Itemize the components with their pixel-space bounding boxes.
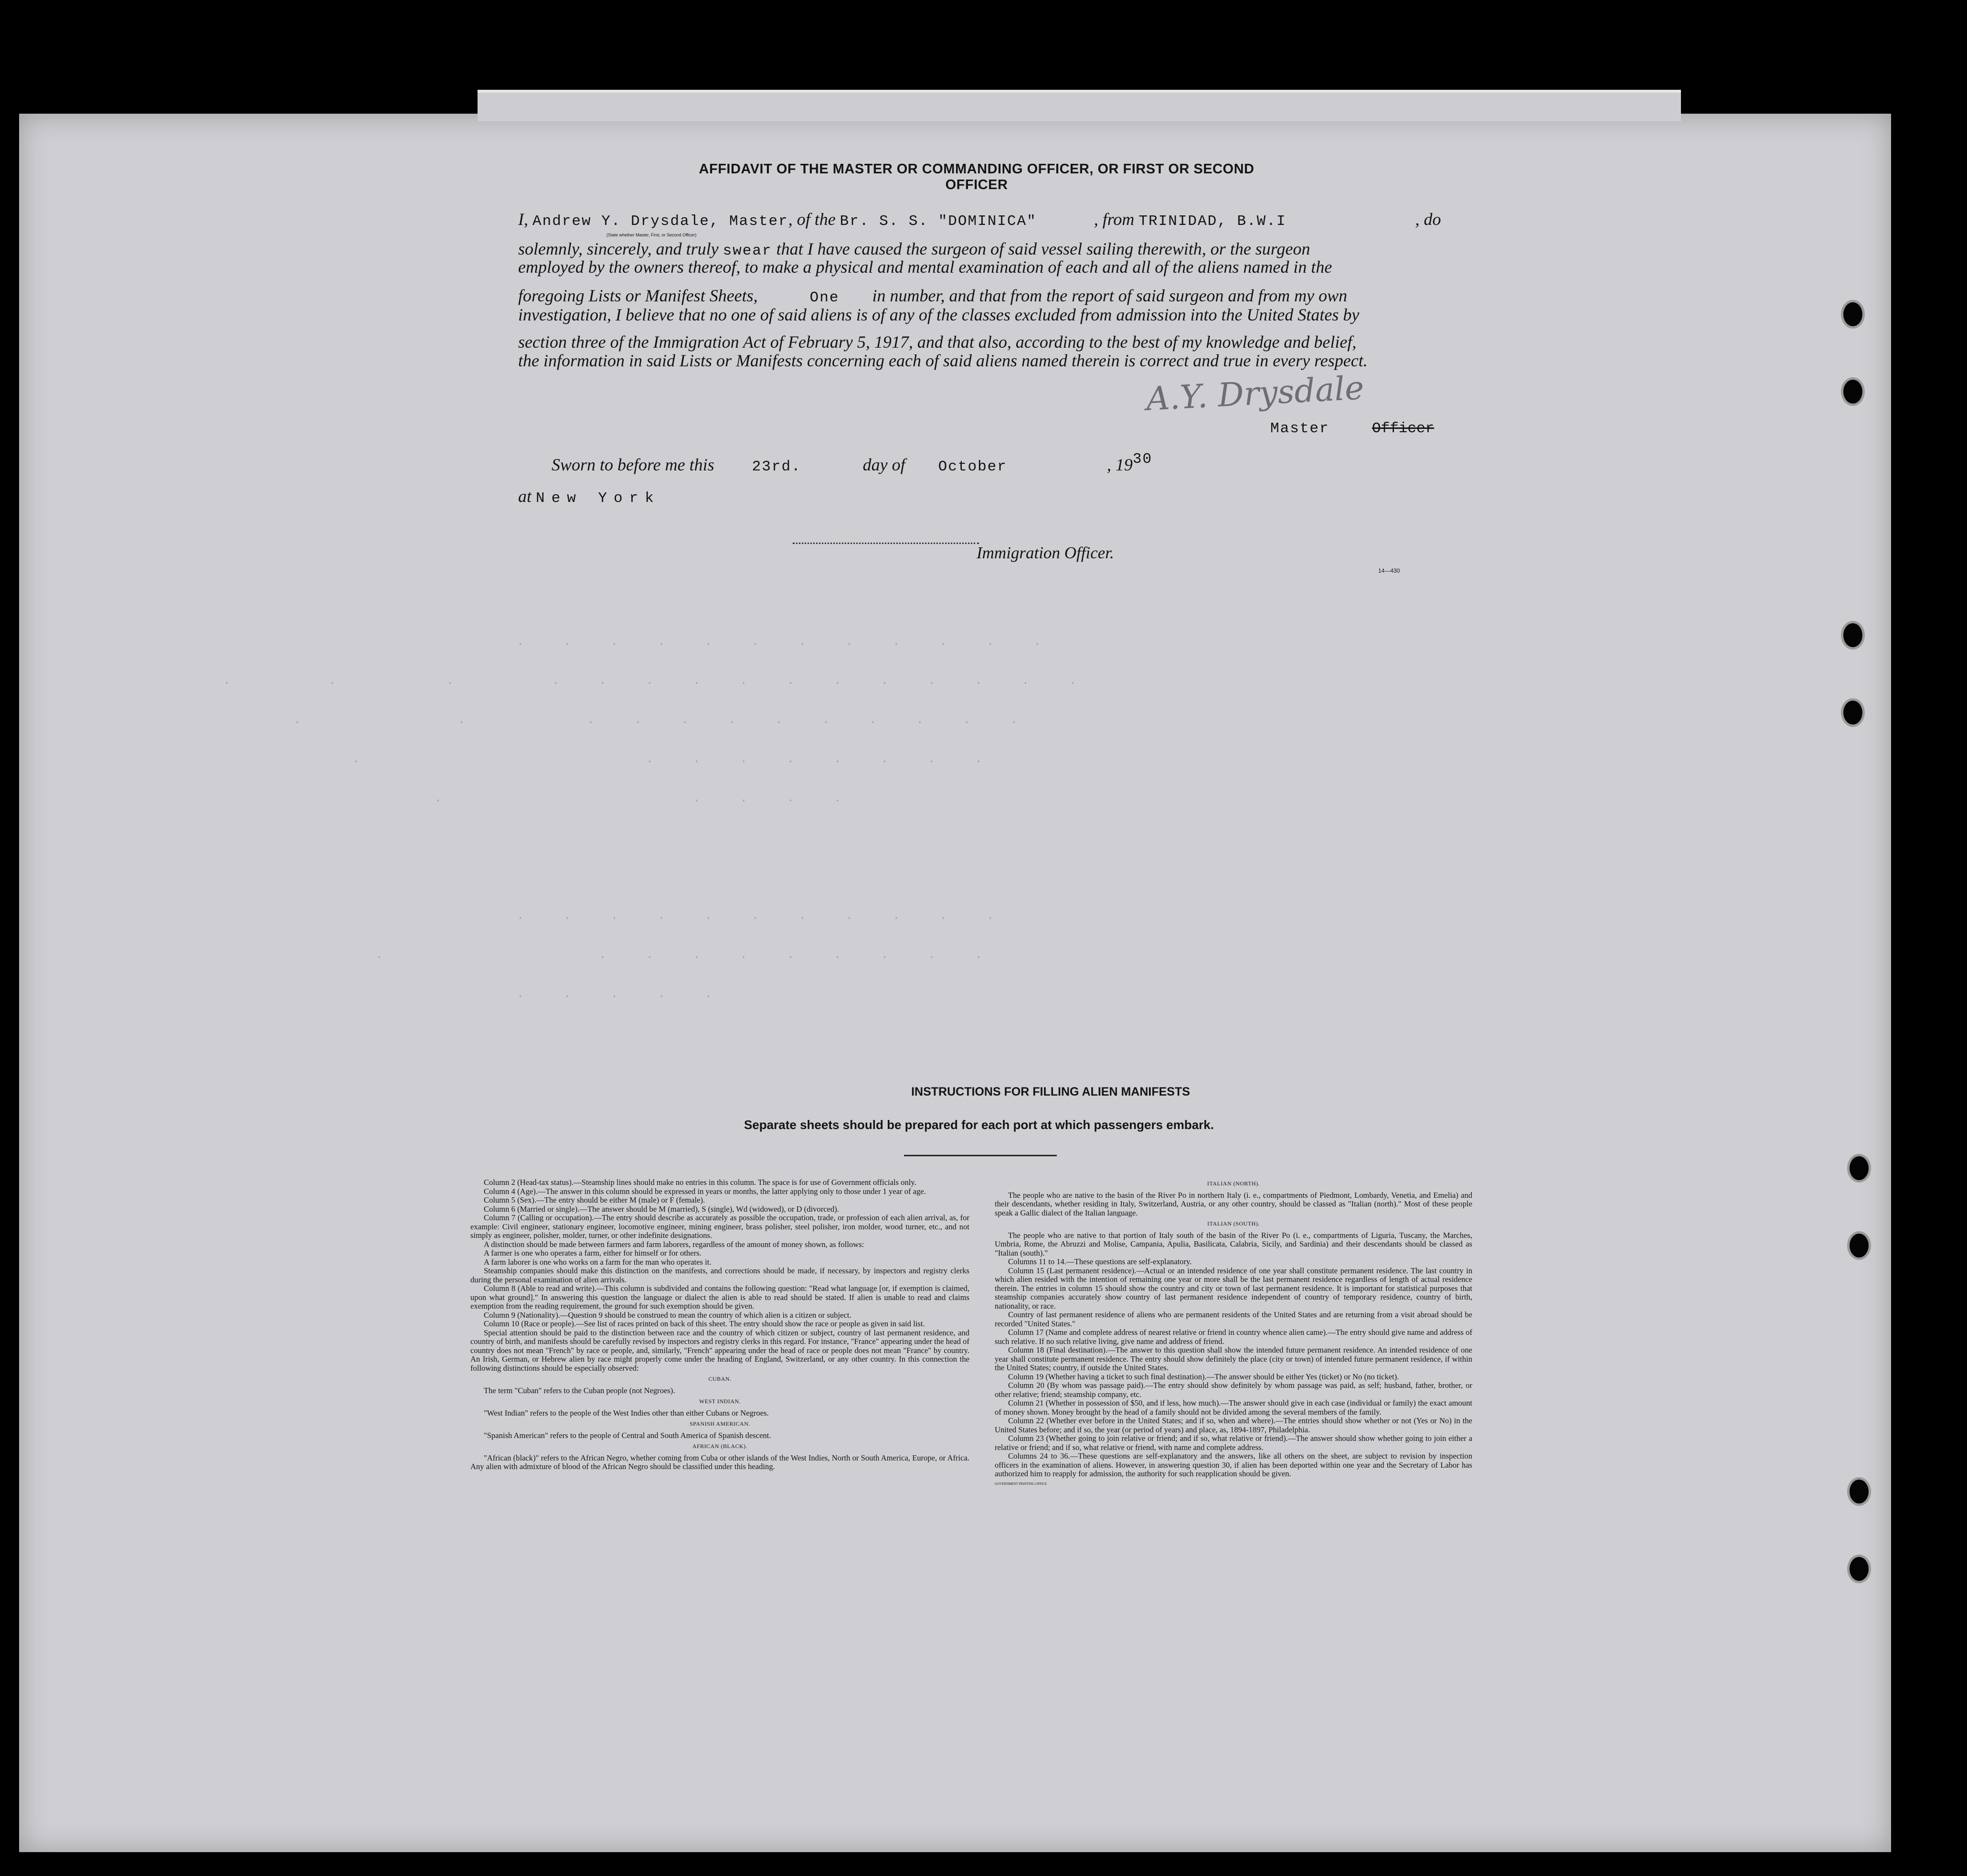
section-heading: WEST INDIAN. [699,1398,741,1405]
struck-officer: Officer [1372,420,1435,437]
sworn-year: 30 [1132,451,1153,468]
affidavit-line-1 [518,209,1441,230]
binder-hole [1847,1555,1871,1583]
paragraph: Column 18 (Final destination).—The answer to this question shall show the intended future permanent residence. An intended residence of one year shall constitute permanent residence. The entry should show definitely the place (city or town) of intended future permanent residence, if within the United States; country, if outside the United States. [995,1345,1472,1372]
text: Sworn to before me this [552,455,719,474]
binder-hole [1847,1231,1871,1260]
immigration-officer-label: Immigration Officer. [977,544,1114,562]
departure-port: TRINIDAD, B.W.I [1138,213,1287,230]
bleed-through-text: . . . . . . . . . . . . . . . . . . . . . . . . . . . . . . . . . . . . . . . . . . . . . . . . . . . . . . . . . . . . . . . . . . . . . . . . . . . . . . . [223,634,1081,1001]
paragraph: Column 19 (Whether having a ticket to such final destination).—The answer should be either Yes (ticket) or No (no ticket). [1008,1372,1399,1381]
text: , do [1415,210,1441,229]
paragraph: Column 8 (Able to read and write).—This column is subdivided and contains the following question: "Read what language [or, if exemption is claimed, upon what ground]." In answering this question the language or dialect the alien is able to read should be stated. If alien is unable to read and claims exemption from the reading requirement, the ground for such exemption should be given. [470,1284,969,1311]
affidavit-line-4 [518,286,1347,306]
paragraph: A farm laborer is one who works on a farm for the man who operates it. [484,1257,712,1267]
form-number: 14—430 [1378,567,1400,574]
paragraph: Country of last permanent residence of aliens who are permanent residents of the United States and are returning from a visit abroad should be recorded "United States." [995,1310,1472,1328]
paragraph: Column 23 (Whether going to join relative or friend; and if so, what relative or friend).—The answer should show whether going to join either a relative or friend; and if so, what relative or friend, with name and complete address. [995,1434,1472,1452]
paragraph: "West Indian" refers to the people of the West Indies other than either Cubans or Negroes. [484,1408,769,1418]
section-heading: SPANISH AMERICAN. [690,1420,750,1427]
paragraph: Column 6 (Married or single).—The answer should be M (married), S (single), Wd (widowed), or D (divorced). [484,1204,839,1214]
immigration-officer-signature-line [793,543,979,544]
paragraph: The term "Cuban" refers to the Cuban people (not Negroes). [484,1386,675,1395]
divider [904,1155,1057,1156]
paragraph: A distinction should be made between farmers and farm laborers, regardless of the amount of money shown, as follows: [484,1239,864,1249]
paragraph: Columns 24 to 36.—These questions are self-explanatory and the answers, like all others on the sheet, are subject to revision by inspection officers in the examination of aliens. However, in answering question 30, if alien has been deported within one year and the Secretary of Labor has authorized him to reapply for admission, the authority for such reapplication should be given. [995,1451,1472,1478]
paragraph: "Spanish American" refers to the people of Central and South America of Spanish descent. [484,1430,771,1440]
paragraph: Column 4 (Age).—The answer in this column should be expressed in years or months, the latter applying only to those under 1 year of age. [484,1186,926,1196]
paragraph: The people who are native to that portion of Italy south of the basin of the River Po (i. e., compartments of Liguria, Tuscany, the Marches, Umbria, Rome, the Abruzzi and Molise, Campania, Apulia, Basilicata, Calabria, Sicily, and Sardinia) and their descendants should be classed as "Italian (south)." [995,1230,1472,1258]
paragraph: "African (black)" refers to the African Negro, whether coming from Cuba or other islands of the West Indies, North or South America, Europe, or Africa. Any alien with admixture of blood of the African Negro should be classified under this heading. [470,1453,969,1471]
paragraph: Column 10 (Race or people).—See list of races printed on back of this sheet. The entry should show the race or people as given in said list. [484,1319,925,1328]
text: , 19 [1102,455,1133,474]
affidavit-line-2 [518,239,1310,259]
paragraph: Column 20 (By whom was passage paid).—The entry should show definitely by whom passage was paid, as self; husband, father, brother, or other relative; friend; steamship company, etc. [995,1381,1472,1399]
signer-title: Master [1270,420,1329,437]
section-heading: ITALIAN (NORTH). [1207,1180,1260,1187]
paragraph: Column 22 (Whether ever before in the United States; and if so, when and where).—The entries should show whether or not (Yes or No) in the United States before; and if so, the year (or period of years) and place, as, 1894-1897, Philadelphia. [995,1416,1472,1434]
binder-hole [1847,1154,1871,1183]
affidavit-title: AFFIDAVIT OF THE MASTER OR COMMANDING OFFICER, OR FIRST OR SECOND OFFICER [699,161,1255,192]
printer-imprint: GOVERNMENT PRINTING OFFICE [995,1482,1047,1486]
section-heading: AFRICAN (BLACK). [692,1443,748,1450]
page-top-edge [478,90,1681,121]
instructions-subtitle: Separate sheets should be prepared for each port at which passengers embark. [744,1118,1214,1132]
text: that I have caused the surgeon of said vessel sailing therewith, or the surgeon [772,239,1310,258]
affidavit-line-5: investigation, I believe that no one of said aliens is of any of the classes excluded from admission into the United States by [518,305,1360,324]
paragraph: Columns 11 to 14.—These questions are self-explanatory. [1008,1257,1192,1266]
sheet-count: One [809,289,840,306]
affidavit-line-3: employed by the owners thereof, to make a physical and mental examination of each and all of the aliens named in the [518,257,1332,277]
binder-hole [1841,621,1865,650]
binder-hole [1841,377,1865,406]
paragraph: Column 15 (Last permanent residence).—Actual or an intended residence of one year shall constitute permanent residence. The last country in which alien resided with the intention of remaining one year or more shall be the last permanent residence regardless of length of actual residence therein. The entries in column 15 should show the country and city or town of last permanent residence. It is important for statistical purposes that steamship companies accurately show country of last permanent residence independent of country of temporary residence, country of birth, nationality, or race. [995,1266,1472,1311]
paragraph: Column 21 (Whether in possession of $50, and if less, how much).—The answer should give in each case (individual or family) the exact amount of money shown. Money brought by the head of a family should not be divided among the several members of the family. [995,1398,1472,1417]
sworn-day: 23rd. [752,458,801,475]
master-signature: A.Y. Drysdale [1145,369,1365,418]
binder-hole [1847,1477,1871,1506]
paragraph: Column 7 (Calling or occupation).—The entry should describe as accurately as possible the occupation, trade, or profession of each alien arrival, as, for example: Civil engineer, stationary engineer, locomotive engineer, mining engineer, brass polisher, steel polisher, iron molder, wood turner, etc., and not simply as engineer, polisher, molder, turner, or other indefinite designations. [470,1213,969,1240]
paragraph: The people who are native to the basin of the River Po in northern Italy (i. e., compartments of Piedmont, Lombardy, Venetia, and Emelia) and their descendants, whether residing in Italy, Switzerland, Austria, or any other country, should be classed as "Italian (north)." Most of these people speak a Gallic dialect of the Italian language. [995,1190,1472,1217]
sworn-place-line [518,486,660,507]
vessel-name: Br. S. S. "DOMINICA" [840,213,1037,230]
affidavit-line-7: the information in said Lists or Manifests concerning each of said aliens named therein is correct and true in every respect. [518,351,1368,370]
text: day of [858,455,910,474]
oath-word: swear [723,243,772,259]
paragraph: Column 2 (Head-tax status).—Steamship lines should make no entries in this column. The space is for use of Government officials only. [484,1178,916,1187]
text: solemnly, sincerely, and truly [518,239,723,258]
text: , of the [788,210,840,229]
paragraph: Column 9 (Nationality).—Question 9 should be construed to mean the country of which alien is a citizen or subject. [484,1310,851,1320]
binder-hole [1841,698,1865,727]
section-heading: CUBAN. [708,1375,732,1382]
paragraph: Special attention should be paid to the distinction between race and the country of which citizen or subject, country of last permanent residence, and country of birth, and manifests should be carefully revised by inspectors and registry clerks in this regard. For instance, "France" appearing under the head of country does not mean "French" by race or people, and, similarly, "French" appearing under the head of race or people does not mean "France" by country. An Irish, German, or Hebrew alien by race might properly come under the heading of England, Switzerland, or any other country. In this connection the following distinctions should be especially observed: [470,1328,969,1373]
paragraph: Column 17 (Name and complete address of nearest relative or friend in country whence alien came).—The entry should give name and address of such relative. If no such relative living, give name and address of friend. [995,1328,1472,1346]
instructions-right-column [995,1177,1472,1488]
text: foregoing Lists or Manifest Sheets, [518,286,762,305]
affidavit-line-6: section three of the Immigration Act of February 5, 1917, and that also, according to the best of my knowledge and belief, [518,332,1357,352]
section-heading: ITALIAN (SOUTH). [1207,1220,1260,1227]
paragraph: Steamship companies should make this distinction on the manifests, and corrections should be made, if necessary, by inspectors and registry clerks during the personal examination of alien arrivals. [470,1266,969,1284]
text: at [518,487,536,506]
paragraph: Column 5 (Sex).—The entry should be either M (male) or F (female). [484,1195,705,1204]
text: I, [518,210,532,229]
text: in number, and that from the report of said surgeon and from my own [868,286,1348,305]
binder-hole [1841,300,1865,329]
sworn-place: New York [536,490,660,507]
instructions-left-column [470,1178,969,1471]
instructions-title: INSTRUCTIONS FOR FILLING ALIEN MANIFESTS [911,1085,1190,1098]
text: , from [1094,210,1139,229]
master-name: Andrew Y. Drysdale, Master [532,213,788,230]
sworn-line [552,451,1153,475]
sworn-month: October [938,458,1007,475]
officer-rank-note: (State whether Master, First, or Second Officer) [606,233,697,237]
paragraph: A farmer is one who operates a farm, either for himself or for others. [484,1248,702,1258]
